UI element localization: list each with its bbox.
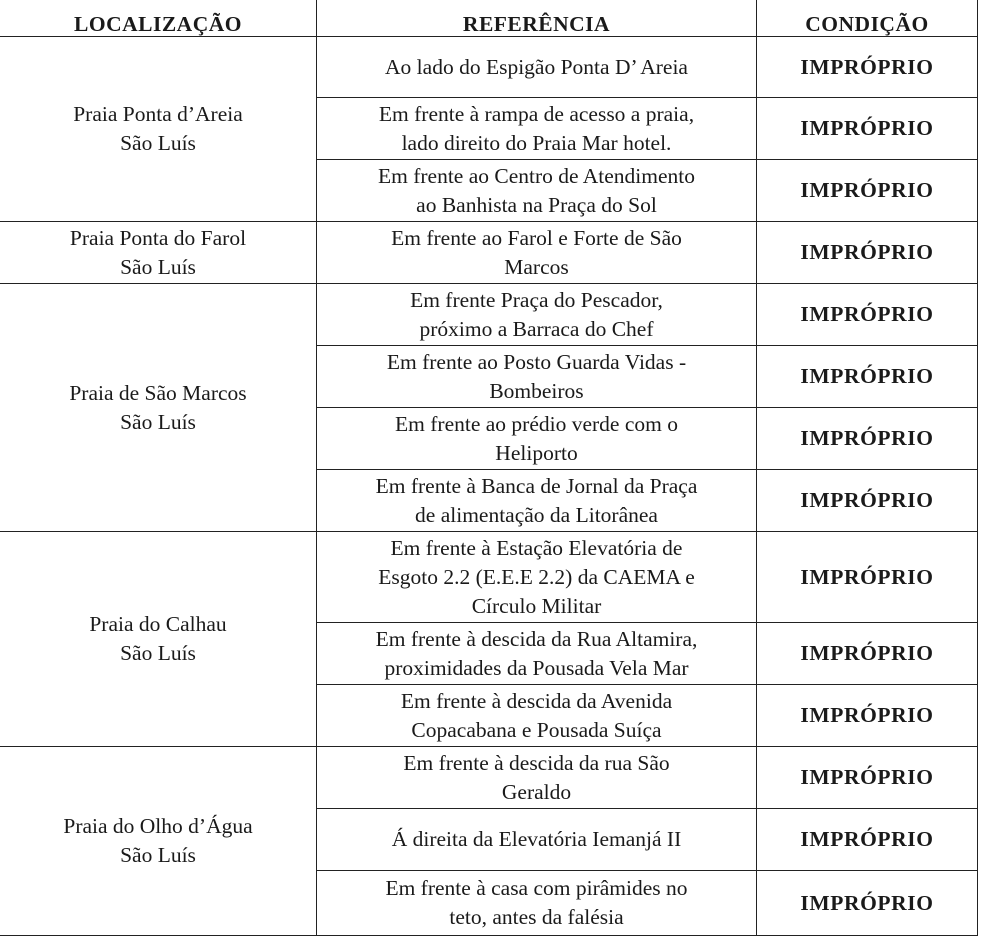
reference-cell xyxy=(317,346,757,408)
reference-cell xyxy=(317,37,757,98)
condition-cell: IMPRÓPRIO xyxy=(757,871,978,936)
reference-line: Em frente à descida da Avenida xyxy=(400,688,673,713)
reference-cell xyxy=(317,408,757,470)
reference-line: Em frente ao Centro de Atendimento xyxy=(377,163,696,188)
location-city: São Luís xyxy=(120,131,196,155)
reference-line: Copacabana e Pousada Suíça xyxy=(411,717,662,742)
condition-cell: IMPRÓPRIO xyxy=(757,160,978,222)
location-city: São Luís xyxy=(120,641,196,665)
condition-cell: IMPRÓPRIO xyxy=(757,747,978,809)
reference-line: lado direito do Praia Mar hotel. xyxy=(401,130,672,155)
location-name: Praia Ponta do Farol xyxy=(69,225,247,250)
header-row xyxy=(0,0,978,37)
reference-cell xyxy=(317,222,757,284)
table-row xyxy=(0,532,978,623)
location-city: São Luís xyxy=(120,843,196,867)
reference-cell xyxy=(317,532,757,623)
reference-cell xyxy=(317,809,757,871)
condition-cell: IMPRÓPRIO xyxy=(757,37,978,98)
condition-cell: IMPRÓPRIO xyxy=(757,346,978,408)
reference-cell xyxy=(317,871,757,936)
reference-line: Geraldo xyxy=(501,779,572,804)
location-cell xyxy=(0,284,317,532)
reference-cell xyxy=(317,98,757,160)
location-city: São Luís xyxy=(120,409,196,434)
location-city: São Luís xyxy=(120,254,196,279)
table-row xyxy=(0,222,978,284)
reference-line: Em frente à rampa de acesso a praia, xyxy=(378,101,695,126)
reference-line: Em frente à Banca de Jornal da Praça xyxy=(375,473,698,498)
condition-cell: IMPRÓPRIO xyxy=(757,470,978,532)
reference-line: Em frente à descida da rua São xyxy=(403,750,670,775)
reference-line: Em frente à casa com pirâmides no xyxy=(385,876,688,900)
reference-line: Em frente à descida da Rua Altamira, xyxy=(375,626,698,651)
reference-line: Bombeiros xyxy=(489,378,584,403)
reference-line: Esgoto 2.2 (E.E.E 2.2) da CAEMA e xyxy=(378,564,695,589)
reference-line: Ao lado do Espigão Ponta D’ Areia xyxy=(385,54,688,79)
header-reference: REFERÊNCIA xyxy=(317,0,757,37)
reference-cell xyxy=(317,470,757,532)
table-row xyxy=(0,284,978,346)
table-row xyxy=(0,37,978,98)
location-cell xyxy=(0,532,317,747)
reference-line: Á direita da Elevatória Iemanjá II xyxy=(391,827,682,851)
condition-cell: IMPRÓPRIO xyxy=(757,98,978,160)
reference-line: Em frente ao prédio verde com o xyxy=(395,411,678,436)
reference-line: Em frente ao Posto Guarda Vidas - xyxy=(386,349,687,374)
location-name: Praia de São Marcos xyxy=(69,380,247,405)
condition-cell: IMPRÓPRIO xyxy=(757,809,978,871)
reference-line: Em frente ao Farol e Forte de São xyxy=(391,225,682,250)
reference-cell xyxy=(317,284,757,346)
condition-cell: IMPRÓPRIO xyxy=(757,222,978,284)
reference-line: Heliporto xyxy=(495,440,578,465)
reference-cell xyxy=(317,747,757,809)
header-location: LOCALIZAÇÃO xyxy=(0,0,317,37)
location-name: Praia do Calhau xyxy=(89,612,227,636)
reference-line: Círculo Militar xyxy=(471,593,602,618)
location-name: Praia Ponta d’Areia xyxy=(73,102,243,126)
reference-cell xyxy=(317,623,757,685)
location-cell xyxy=(0,747,317,936)
condition-cell: IMPRÓPRIO xyxy=(757,284,978,346)
condition-cell: IMPRÓPRIO xyxy=(757,532,978,623)
reference-cell xyxy=(317,160,757,222)
reference-line: Em frente Praça do Pescador, xyxy=(410,287,663,312)
condition-cell: IMPRÓPRIO xyxy=(757,685,978,747)
header-condition: CONDIÇÃO xyxy=(757,0,978,37)
table-row xyxy=(0,747,978,809)
reference-line: próximo a Barraca do Chef xyxy=(419,316,654,341)
reference-line: Em frente à Estação Elevatória de xyxy=(390,535,683,560)
reference-line: proximidades da Pousada Vela Mar xyxy=(384,655,689,680)
reference-line: Marcos xyxy=(504,254,569,279)
reference-line: teto, antes da falésia xyxy=(449,905,624,929)
location-cell xyxy=(0,222,317,284)
reference-line: ao Banhista na Praça do Sol xyxy=(416,192,657,217)
condition-cell: IMPRÓPRIO xyxy=(757,408,978,470)
reference-cell xyxy=(317,685,757,747)
location-cell xyxy=(0,37,317,222)
condition-cell: IMPRÓPRIO xyxy=(757,623,978,685)
reference-line: de alimentação da Litorânea xyxy=(415,502,658,527)
location-name: Praia do Olho d’Água xyxy=(63,814,253,838)
